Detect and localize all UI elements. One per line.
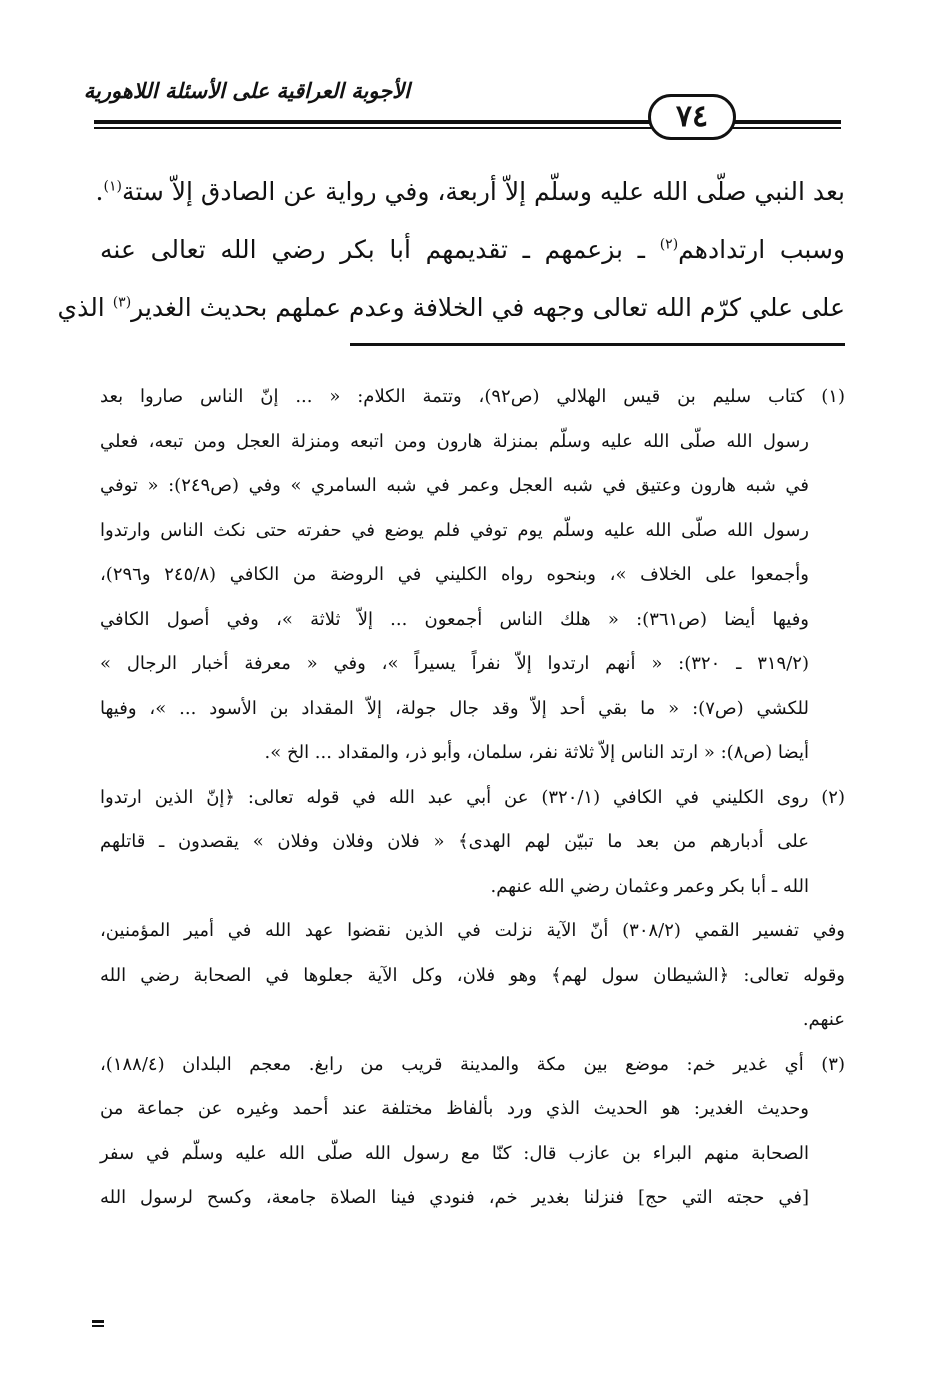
body-line	[95, 168, 845, 226]
footnote-line: عنهم.	[802, 1009, 845, 1030]
footnote-line: أيضا (ص٨): « ارتد الناس إلاّ ثلاثة نفر، سلمان، وأبو ذر، والمقداد ... الخ ».	[264, 742, 809, 763]
footnote-line: للكشي (ص٧): « ما بقي أحد إلاّ وقد جال جولة، إلاّ المقداد بن الأسود ... »، وفيها	[100, 697, 809, 719]
footnote-line: رسول الله صلّى الله عليه وسلّم يوم توفي فلم يوضع في حفرته حتى نكث الناس وارتدوا	[100, 519, 809, 541]
footnote-line: [في حجته التي حج] فنزلنا بغدير خم، فنودي فينا الصلاة جامعة، وكسح لرسول الله	[100, 1187, 809, 1208]
footnote-separator	[350, 343, 845, 346]
footnote-line: الصحابة منهم البراء بن عازب قال: كنّا مع رسول الله صلّى الله عليه وسلّم في سفر	[100, 1142, 809, 1164]
running-header-title: الأجوبة العراقية على الأسئلة اللاهورية	[83, 78, 410, 103]
body-line-text: وسبب ارتدادهم	[678, 235, 845, 264]
footnote-line: وأجمعوا على الخلاف »، وبنحوه رواه الكليني في الروضة من الكافي (٢٤٥/٨ و٢٩٦)،	[100, 564, 809, 585]
footer-mark	[92, 1320, 104, 1323]
page-number: ٧٤	[648, 94, 736, 140]
body-line-tail: الذي	[57, 293, 113, 322]
footnote-line	[100, 778, 845, 823]
footnote-line: وفي تفسير القمي (٣٠٨/٢) أنّ الآية نزلت في الذين نقضوا عهد الله في أمير المؤمنين،	[100, 920, 845, 941]
footnote-text: كتاب سليم بن قيس الهلالي (ص٩٢)، وتتمة الكلام: « ... إنّ الناس صاروا بعد	[100, 386, 805, 407]
body-line-text: بعد النبي صلّى الله عليه وسلّم إلاّ أربعة، وفي رواية عن الصادق إلاّ ستة	[121, 177, 845, 206]
footnote-line: وحديث الغدير: هو الحديث الذي ورد بألفاظ مختلفة عند أحمد وغيره عن جماعة من	[100, 1098, 809, 1119]
footnote-line: على أدبارهم من بعد ما تبيّن لهم الهدى﴾ « فلان وفلان وفلان » يقصدون ـ قاتلهم	[100, 831, 809, 852]
main-body-text	[57, 168, 845, 342]
footnote-line: الله ـ أبا بكر وعمر وعثمان رضي الله عنهم.	[490, 875, 809, 897]
footnote-ref: (١)	[103, 178, 122, 195]
body-line	[57, 284, 845, 342]
footer-mark	[92, 1325, 104, 1327]
footnote-line: (٣١٩/٢ ـ ٣٢٠): « أنهم ارتدوا إلاّ نفراً يسيراً »، وفي « معرفة أخبار الرجال »	[100, 653, 809, 674]
footnote-ref: (٢)	[659, 236, 679, 253]
footnotes-section	[100, 377, 845, 1223]
body-line-tail: ـ بزعمهم ـ تقديمهم أبا بكر رضي الله تعالى عنه	[100, 235, 660, 264]
footnote-line	[100, 1045, 845, 1090]
footnote-number: (٣)	[821, 1053, 845, 1075]
body-line-tail: .	[95, 177, 104, 206]
footnote-ref: (٣)	[112, 294, 132, 311]
body-line	[100, 226, 845, 284]
footnote-line	[100, 377, 845, 422]
footnote-line: وقوله تعالى: ﴿الشيطان سول لهم﴾ وهو فلان، وكل الآية جعلوها في الصحابة رضي الله	[100, 964, 845, 986]
footnote-line: وفيها أيضا (ص٣٦١): « هلك الناس أجمعون ... إلاّ ثلاثة »، وفي أصول الكافي	[100, 608, 810, 630]
footnote-text: روى الكليني في الكافي (٣٢٠/١) عن أبي عبد الله في قوله تعالى: ﴿إنّ الذين ارتدوا	[100, 786, 809, 808]
footnote-line: في شبه هارون وعتيق في شبه العجل وعمر في شبه السامري » وفي (ص٢٤٩): « توفي	[100, 475, 809, 496]
body-line-text: على علي كرّم الله تعالى وجهه في الخلافة وعدم عملهم بحديث الغدير	[131, 293, 845, 322]
footnote-number: (١)	[821, 386, 845, 407]
footnote-number: (٢)	[821, 786, 845, 808]
footnote-line: رسول الله صلّى الله عليه وسلّم بمنزلة هارون ومن اتبعه ومنزلة العجل ومن تبعه، فعلي	[100, 430, 809, 452]
footnote-text: أي غدير خم: موضع بين مكة والمدينة قريب من رابغ. معجم البلدان (١٨٨/٤)،	[100, 1053, 804, 1075]
